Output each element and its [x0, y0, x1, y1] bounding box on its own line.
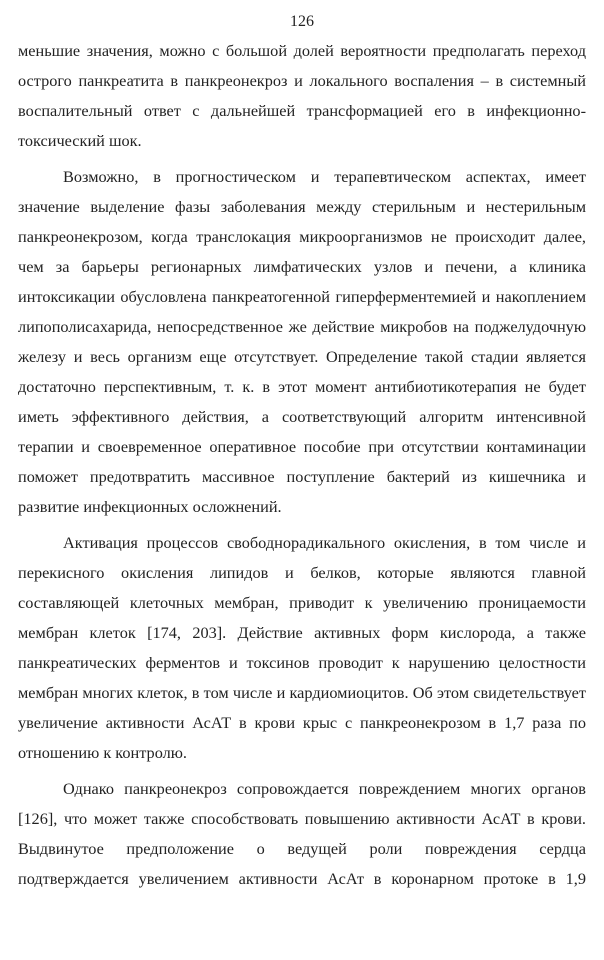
- paragraph-3: Активация процессов свободнорадикального окисления, в том числе и перекисного окисления липидов и белков, которые являются главной составляющей клеточных мембран, приводит к увеличению проницаемости мембран клеток [174, 203]. Действие активных форм кислорода, а также панкреатических ферментов и токсинов проводит к нарушению целостности мембран многих клеток, в том числе и кардиомиоцитов. Об этом свидетельствует увеличение активности АсАТ в крови крыс с панкреонекрозом в 1,7 раза по отношению к контролю.: [18, 533, 586, 762]
- paragraph-1: меньшие значения, можно с большой долей вероятности предполагать переход острого панкреатита в панкреонекроз и локального воспаления – в системный воспалительный ответ с дальнейшей трансформацией его в инфекционно-токсический шок.: [18, 41, 586, 150]
- page-number: 126: [290, 13, 314, 30]
- body-text: [18, 36, 586, 894]
- paragraph-4: Однако панкреонекроз сопровождается повреждением многих органов [126], что может также способствовать повышению активности АсАТ в крови. Выдвинутое предположение о ведущей роли повреждения сердца подтверждается увеличением активности АсАт в коронарном протоке в 1,9: [18, 779, 586, 888]
- paragraph-2: Возможно, в прогностическом и терапевтическом аспектах, имеет значение выделение фазы заболевания между стерильным и нестерильным панкреонекрозом, когда транслокация микроорганизмов не происходит далее, чем за барьеры регионарных лимфатических узлов и печени, а клиника интоксикации обусловлена панкреатогенной гиперферментемией и накоплением липополисахарида, непосредственное же действие микробов на поджелудочную железу и весь организм еще отсутствует. Определение такой стадии является достаточно перспективным, т. к. в этот момент антибиотикотерапия не будет иметь эффективного действия, а соответствующий алгоритм интенсивной терапии и своевременное оперативное пособие при отсутствии контаминации поможет предотвратить массивное поступление бактерий из кишечника и развитие инфекционных осложнений.: [18, 167, 586, 516]
